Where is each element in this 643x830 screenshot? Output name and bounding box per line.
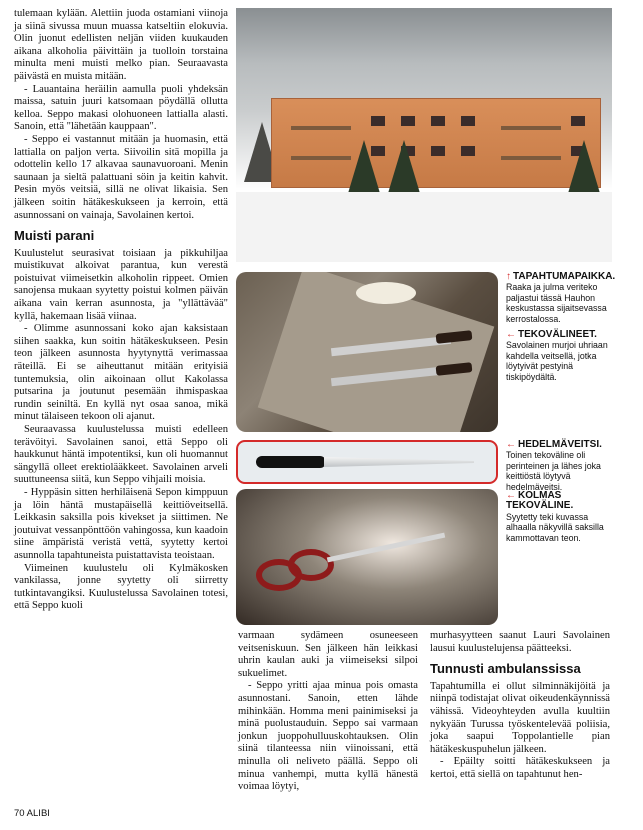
subheading: Tunnusti ambulanssissa	[430, 661, 581, 677]
caption-crime-scene: ↑ TAPAHTUMAPAIKKA. Raaka ja julma veriteko paljastui tässä Hauhon keskustassa sijaitsevassa kerrostalossa.	[506, 271, 616, 324]
apartment-building	[271, 98, 601, 188]
paragraph: murhasyytteen saanut Lauri Savolainen lausui kuulustelujensa päätteeksi.	[430, 630, 610, 654]
paragraph: tulemaan kylään. Alettiin juoda ostamiani viinoja ja siinä sivussa muun muassa katseltiin elokuvia. Olin juonut edellisten neljän viiden kuukauden aikana alkoholia päivittäin ja tuolloin torstaina minulta meni muisti melko pian. Seuraavasta päivästä en muista mitään.	[14, 8, 228, 82]
fruit-knife-photo	[236, 440, 498, 484]
article-column-2	[238, 630, 418, 794]
spruce-shape	[346, 140, 382, 200]
caption-weapons: ← TEKOVÄLINEET. Savolainen murjoi uhriaan kahdella veitsellä, jotka löytyivät pestyinä tiskipöydältä.	[506, 329, 608, 382]
arrow-left-icon: ←	[506, 439, 516, 450]
caption-fruit-knife: ← HEDELMÄVEITSI. Toinen tekoväline oli perinteinen ja lähes joka keittiöstä löytyvä hedelmäveitsi.	[506, 439, 602, 492]
arrow-up-icon: ↑	[506, 271, 511, 282]
paragraph: - Hyppäsin sitten herhiläisenä Sepon kimppuun ja löin häntä mustapäisellä keittiöveitsellä. Leikkasin saksilla pois kivekset ja siittimen. Ne joutuivat vessanpönttöön vahingossa, kun kaadoin siine ämpäristä veristä vettä, syytetty kertoi asunnolla tapahtuneista puistattavista teoistaan.	[14, 486, 228, 561]
subheading: Muisti parani	[14, 228, 95, 244]
paragraph: - Lauantaina heräilin aamulla puoli yhdeksän maissa, satuin juuri katsomaan pöydällä ollutta kelloa. Seppo makasi olohuoneen lattialla alasti. Sanoin, että "lähetään kauppaan".	[14, 83, 228, 133]
paragraph: - Seppo yritti ajaa minua pois omasta asunnostani. Sanoin, etten lähde mihinkään. Homma meni painimiseksi ja minä puolustauduin. Seppo sai varmaan jonkun juoppohulluuskohtauksen. Olin siinä tilanteessa niin viinoissani, että minulla oli neliveto päällä. Seppo oli minua vanhempi, mutta kyllä hänestä voimaa löytyi,	[238, 680, 418, 793]
knife-blade	[324, 457, 474, 467]
paragraph: - Olimme asunnossani koko ajan kaksistaan siihen saakka, kun soitin hätäkeskukseen. Pesin teon jälkeen asunnosta hyytynyttä verimassaa räteillä. Ei se aiheuttanut mitään erityisiä tuntemuksia, olin aikoinaan ollut Kakolassa putsarina ja joutunut pesemään ihmispaskaa rundin seiniltä. En kyllä nyt osaa sanoa, mikä minut tälaiseen tekoon oli ajanut.	[14, 323, 228, 423]
paragraph: - Epäilty soitti hätäkeskukseen ja kertoi, että siellä on tapahtunut hen-	[430, 756, 610, 780]
paragraph: Seuraavassa kuulustelussa muisti edelleen terävöityi. Savolainen sanoi, että Seppo oli haukkunut häntä impotentiksi, kun oli huomannut sängyllä olleet erektiolääkkeet. Savolainen arveli suuttuneensa siitä, kun Seppo vihjaili moisia.	[14, 424, 228, 486]
arrow-left-icon: ←	[506, 490, 516, 501]
paragraph: Viimeinen kuulustelu oli Kylmäkosken vankilassa, jonne syytetty oli siirretty tutkintavangiksi. Kuulustelussa Savolainen totesi, että Seppo kuoli	[14, 562, 228, 612]
paragraph: varmaan sydämeen osuneeseen veitseniskuun. Sen jälkeen hän leikkasi uhrin kaulan auki ja viimeiseksi silpoi sukuelimet.	[238, 630, 418, 679]
paragraph: Tapahtumilla ei ollut silminnäkijöitä ja niinpä todistajat olivat oikeudenkäynnissä vähissä. Videoyhteyden avulla kuultiin nykyään Turussa työskentelevää poliisia, joka saapui Toppolantielle pian hätäkeskuspuhelun jälkeen.	[430, 680, 610, 755]
arrow-left-icon: ←	[506, 329, 516, 340]
paragraph: Kuulustelut seurasivat toisiaan ja pikkuhiljaa muistikuvat alkoivat parantua, kun verestä poistuivat viimeisetkin alkoholin rippeet. Omien sanojensa mukaan syytetty poistui kolmen päivän aikana vain kerran asunnosta, ja "yllättävää" kyllä, hakemaan lisää viinaa.	[14, 247, 228, 322]
knives-photo	[236, 272, 498, 432]
spruce-shape	[566, 140, 602, 200]
caption-third-weapon: ← KOLMAS TEKOVÄLINE. Syytetty teki kuvassa alhaalla näkyvillä saksilla kammottavan teon.	[506, 490, 604, 543]
knife-handle	[256, 456, 326, 468]
building-photo	[236, 8, 612, 262]
article-column-3	[430, 630, 610, 782]
paragraph: - Seppo ei vastannut mitään ja huomasin, että lattialla on paljon verta. Siivoilin sitä mopilla ja odottelin kello 17 alkavaa saunavuoroani. Menin saunaan ja sieltä palattuani söin ja keitin kahvit. Pesin myös veitsiä, sillä ne olivat likaisia. Sen jälkeen soitin hätäkeskukseen ja kerroin, että asunnossani on vainaja, Savolainen kertoi.	[14, 133, 228, 221]
spruce-shape	[386, 140, 422, 200]
scissors-photo	[236, 489, 498, 625]
article-column-1	[14, 8, 228, 613]
page-number: 70 ALIBI	[14, 808, 50, 819]
snow-ground	[236, 192, 612, 262]
